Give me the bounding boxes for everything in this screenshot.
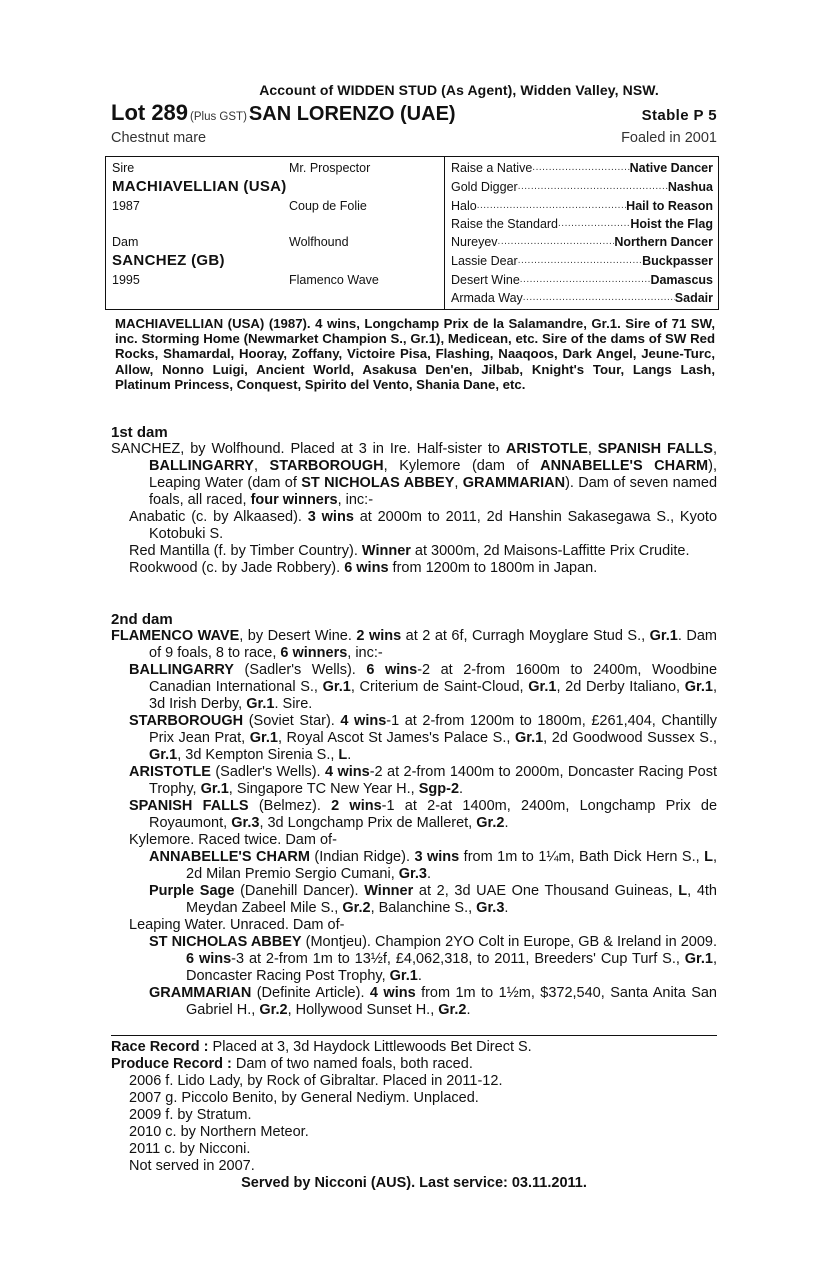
section-divider <box>111 1035 717 1036</box>
progeny-item: Anabatic (c. by Alkaased). 3 wins at 2000m to 2011, 2d Hanshin Sakasegawa S., Kyoto Kotobuki S. <box>129 509 718 542</box>
progeny-item: STARBOROUGH (Soviet Star). 4 wins-1 at 2-from 1200m to 1800m, £261,404, Chantilly Prix Jean Prat, Gr.1, Royal Ascot St James's Palace S., Gr.1, 2d Goodwood Sussex S., Gr.1, 3d Kempton Sirenia S., L. <box>129 713 717 763</box>
produce-line: Not served in 2007. <box>129 1158 255 1174</box>
records-section <box>111 1039 717 1192</box>
first-dam-section <box>111 424 717 577</box>
sire-sire: Mr. Prospector <box>289 161 371 175</box>
vendor-account: Account of WIDDEN STUD (As Agent), Widden Valley, NSW. <box>259 82 659 98</box>
lot-number: Lot 289 <box>111 100 189 125</box>
stable-location: Stable P 5 <box>641 107 717 124</box>
kylemore-line: Kylemore. Raced twice. Dam of- <box>129 832 337 848</box>
sire-name: MACHIAVELLIAN (USA) <box>112 178 287 195</box>
dam-year: 1995 <box>112 273 140 287</box>
dam-label: Dam <box>112 235 139 249</box>
foaled-year: Foaled in 2001 <box>621 130 717 146</box>
dam-name: SANCHEZ (GB) <box>112 252 225 269</box>
first-dam-intro: SANCHEZ, by Wolfhound. Placed at 3 in Ire. Half-sister to ARISTOTLE, SPANISH FALLS, BALLINGARRY, STARBOROUGH, Kylemore (dam of ANNABELLE'S CHARM), Leaping Water (dam of ST NICHOLAS ABBEY, GRAMMARIAN). Dam of seven named foals, all raced, four winners, inc:- <box>111 441 718 508</box>
sire-label: Sire <box>112 161 135 175</box>
produce-line: 2011 c. by Nicconi. <box>129 1141 251 1157</box>
second-dam-heading: 2nd dam <box>111 611 173 628</box>
second-dam-section <box>111 611 717 1019</box>
sire-year: 1987 <box>112 199 140 213</box>
progeny-item: ST NICHOLAS ABBEY (Montjeu). Champion 2YO Colt in Europe, GB & Ireland in 2009. 6 wins-3 at 2-from 1m to 13½f, £4,062,318, to 2011, Breeders' Cup Turf S., Gr.1, Doncaster Racing Post Trophy, Gr.1. <box>149 934 718 984</box>
pedigree-table <box>105 156 719 310</box>
horse-name: SAN LORENZO (UAE) <box>248 103 456 125</box>
progeny-item: ARISTOTLE (Sadler's Wells). 4 wins-2 at 2-from 1400m to 2000m, Doncaster Racing Post Trophy, Gr.1, Singapore TC New Year H., Sgp-2. <box>129 764 717 797</box>
sub-row <box>111 130 717 146</box>
progeny-item: BALLINGARRY (Sadler's Wells). 6 wins-2 at 2-from 1600m to 2400m, Woodbine Canadian International S., Gr.1, Criterium de Saint-Cloud, Gr.1, 2d Derby Italiano, Gr.1, 3d Irish Derby, Gr.1. Sire. <box>129 662 718 712</box>
dam-dam: Flamenco Wave <box>289 273 379 287</box>
horse-description: Chestnut mare <box>111 130 207 146</box>
progeny-item: Red Mantilla (f. by Timber Country). Winner at 3000m, 2d Maisons-Laffitte Prix Crudite. <box>129 543 690 559</box>
leaping-water-line: Leaping Water. Unraced. Dam of- <box>129 917 345 933</box>
progeny-item: ANNABELLE'S CHARM (Indian Ridge). 3 wins from 1m to 1¼m, Bath Dick Hern S., L, 2d Milan Premio Sergio Cumani, Gr.3. <box>149 849 717 882</box>
gen3-0: Raise a Native ..... Native Dancer <box>451 159 713 177</box>
gst-note: (Plus GST) <box>190 111 247 123</box>
progeny-item: GRAMMARIAN (Definite Article). 4 wins from 1m to 1½m, $372,540, Santa Anita San Gabriel H., Gr.2, Hollywood Sunset H., Gr.2. <box>149 985 717 1018</box>
gen3-3: Raise the Standard ..... Hoist the Flag <box>451 215 713 233</box>
produce-line: 2010 c. by Northern Meteor. <box>129 1124 309 1140</box>
second-dam-intro: FLAMENCO WAVE, by Desert Wine. 2 wins at 2 at 6f, Curragh Moyglare Stud S., Gr.1. Dam of 9 foals, 8 to race, 6 winners, inc:- <box>111 628 717 661</box>
produce-line: 2007 g. Piccolo Benito, by General Nediym. Unplaced. <box>129 1090 479 1106</box>
served-by: Served by Nicconi (AUS). Last service: 03.11.2011. <box>241 1175 587 1191</box>
first-dam-heading: 1st dam <box>111 424 168 441</box>
progeny-item: Rookwood (c. by Jade Robbery). 6 wins from 1200m to 1800m in Japan. <box>129 560 598 576</box>
gen3-4: Nureyev ..... Northern Dancer <box>451 233 713 251</box>
lot-header <box>111 82 717 146</box>
produce-record: Produce Record : Dam of two named foals, both raced. <box>111 1056 473 1072</box>
sire-summary: MACHIAVELLIAN (USA) (1987). 4 wins, Longchamp Prix de la Salamandre, Gr.1. Sire of 71 SW, inc. Storming Home (Newmarket Champion S., Gr.1), Medicean, etc. Sire of the dams of SW Red Rocks, Shamardal, Hooray, Zoffany, Victoire Pisa, Flashing, Naaqoos, Dark Angel, Jeune-Turc, Allow, Nonno Luigi, Ancient World, Asakusa Den'en, Jilbab, Knight's Tour, Langs Lash, Platinum Princess, Conquest, Spirito del Vento, Shania Dane, etc. <box>115 316 715 392</box>
gen3-5: Lassie Dear ..... Buckpasser <box>451 252 713 270</box>
dam-sire: Wolfhound <box>289 235 349 249</box>
progeny-item: SPANISH FALLS (Belmez). 2 wins-1 at 2-at 1400m, 2400m, Longchamp Prix de Royaumont, Gr.3, 3d Longchamp Prix de Malleret, Gr.2. <box>129 798 718 831</box>
sire-dam: Coup de Folie <box>289 199 367 213</box>
progeny-item: Purple Sage (Danehill Dancer). Winner at 2, 3d UAE One Thousand Guineas, L, 4th Meydan Zabeel Mile S., Gr.2, Balanchine S., Gr.3. <box>149 883 717 916</box>
produce-line: 2009 f. by Stratum. <box>129 1107 252 1123</box>
gen3-7: Armada Way ..... Sadair <box>451 289 713 307</box>
race-record: Race Record : Placed at 3, 3d Haydock Littlewoods Bet Direct S. <box>111 1039 532 1055</box>
produce-line: 2006 f. Lido Lady, by Rock of Gibraltar. Placed in 2011-12. <box>129 1073 503 1089</box>
gen3-1: Gold Digger ..... Nashua <box>451 178 713 196</box>
title-row <box>111 100 717 126</box>
gen3-2: Halo ..... Hail to Reason <box>451 197 713 215</box>
gen3-6: Desert Wine ..... Damascus <box>451 271 713 289</box>
